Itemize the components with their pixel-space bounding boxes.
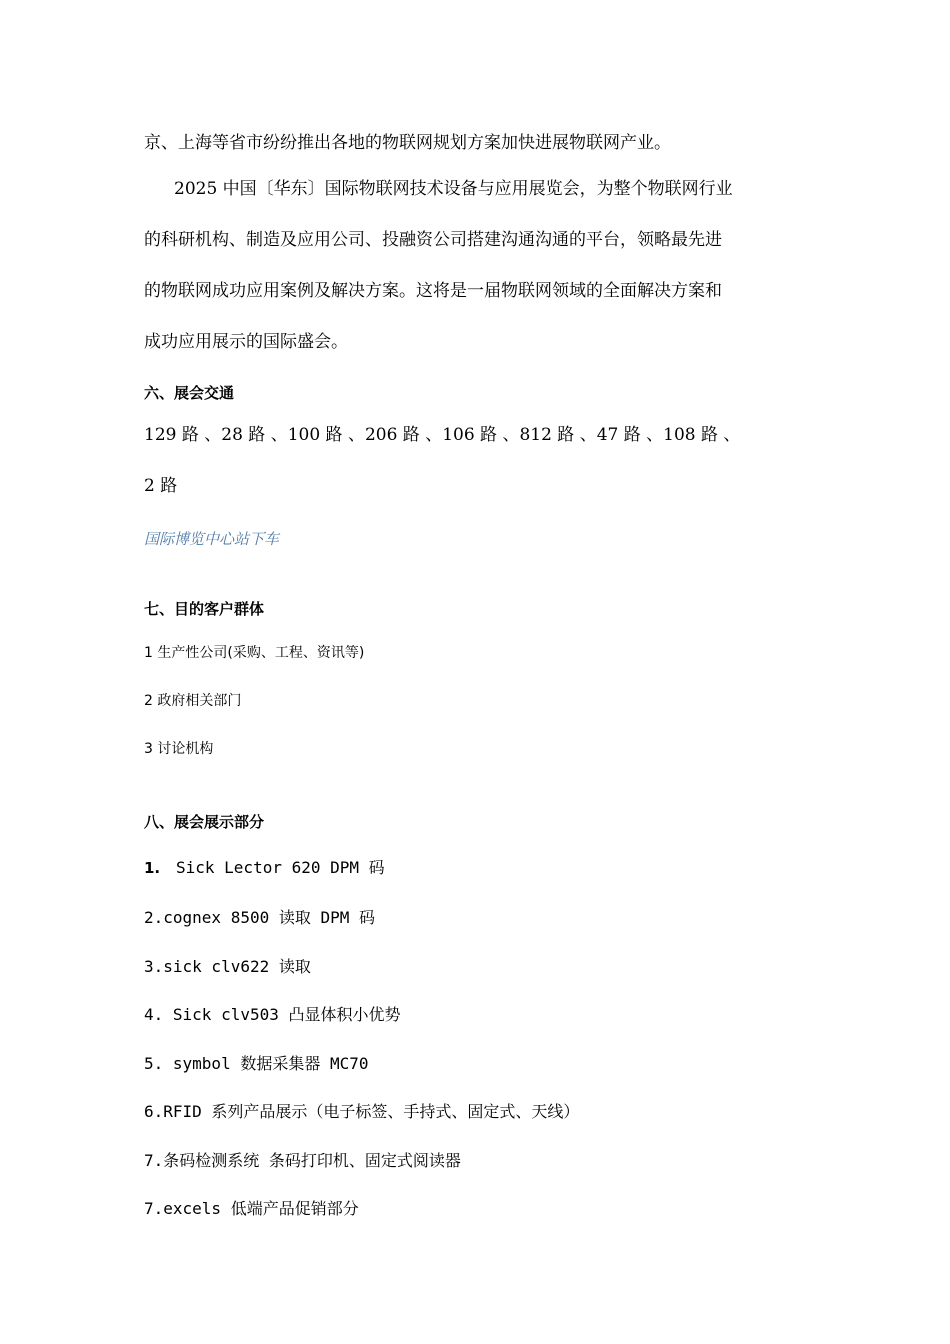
bus-stop-note: 国际博览中心站下车 (144, 530, 280, 548)
bus-routes-line-2: 2 路 (144, 476, 178, 496)
exhibit-item-5: 5. symbol 数据采集器 MC70 (144, 1054, 369, 1073)
exhibit-item-3: 3.sick clv622 读取 (144, 957, 311, 976)
intro-paragraph-line-4: 成功应用展示的国际盛会。 (144, 332, 348, 352)
exhibit-item-6: 6.RFID 系列产品展示（电子标签、手持式、固定式、天线） (144, 1102, 580, 1121)
section-heading-transport: 六、展会交通 (144, 384, 235, 402)
customer-item-3: 3 讨论机构 (144, 741, 214, 757)
customer-item-1: 1 生产性公司(采购、工程、资讯等) (144, 645, 365, 661)
customer-item-2: 2 政府相关部门 (144, 693, 242, 709)
exhibit-item-8: 7.excels 低端产品促销部分 (144, 1199, 359, 1218)
exhibit-item-4: 4. Sick clv503 凸显体积小优势 (144, 1005, 401, 1024)
exhibit-item-7: 7.条码检测系统 条码打印机、固定式阅读器 (144, 1151, 461, 1170)
exhibit-item-2: 2.cognex 8500 读取 DPM 码 (144, 908, 376, 927)
bus-routes-line-1: 129 路 、28 路 、100 路 、206 路 、106 路 、812 路 、47 路 、108 路 、 (144, 425, 741, 445)
section-heading-exhibits: 八、展会展示部分 (144, 813, 265, 831)
section-heading-target-customers: 七、目的客户群体 (144, 600, 265, 618)
intro-line: 京、上海等省市纷纷推出各地的物联网规划方案加快进展物联网产业。 (144, 133, 671, 153)
intro-paragraph-line-1: 2025 中国〔华东〕国际物联网技术设备与应用展览会，为整个物联网行业 (174, 179, 733, 199)
exhibit-item-1-number: 1. (144, 859, 161, 877)
exhibit-item-1-text: Sick Lector 620 DPM 码 (176, 858, 385, 877)
intro-paragraph-line-3: 的物联网成功应用案例及解决方案。这将是一届物联网领域的全面解决方案和 (144, 281, 722, 301)
intro-paragraph-line-2: 的科研机构、制造及应用公司、投融资公司搭建沟通沟通的平台，领略最先进 (144, 230, 722, 250)
exhibit-item-1 (144, 855, 385, 878)
